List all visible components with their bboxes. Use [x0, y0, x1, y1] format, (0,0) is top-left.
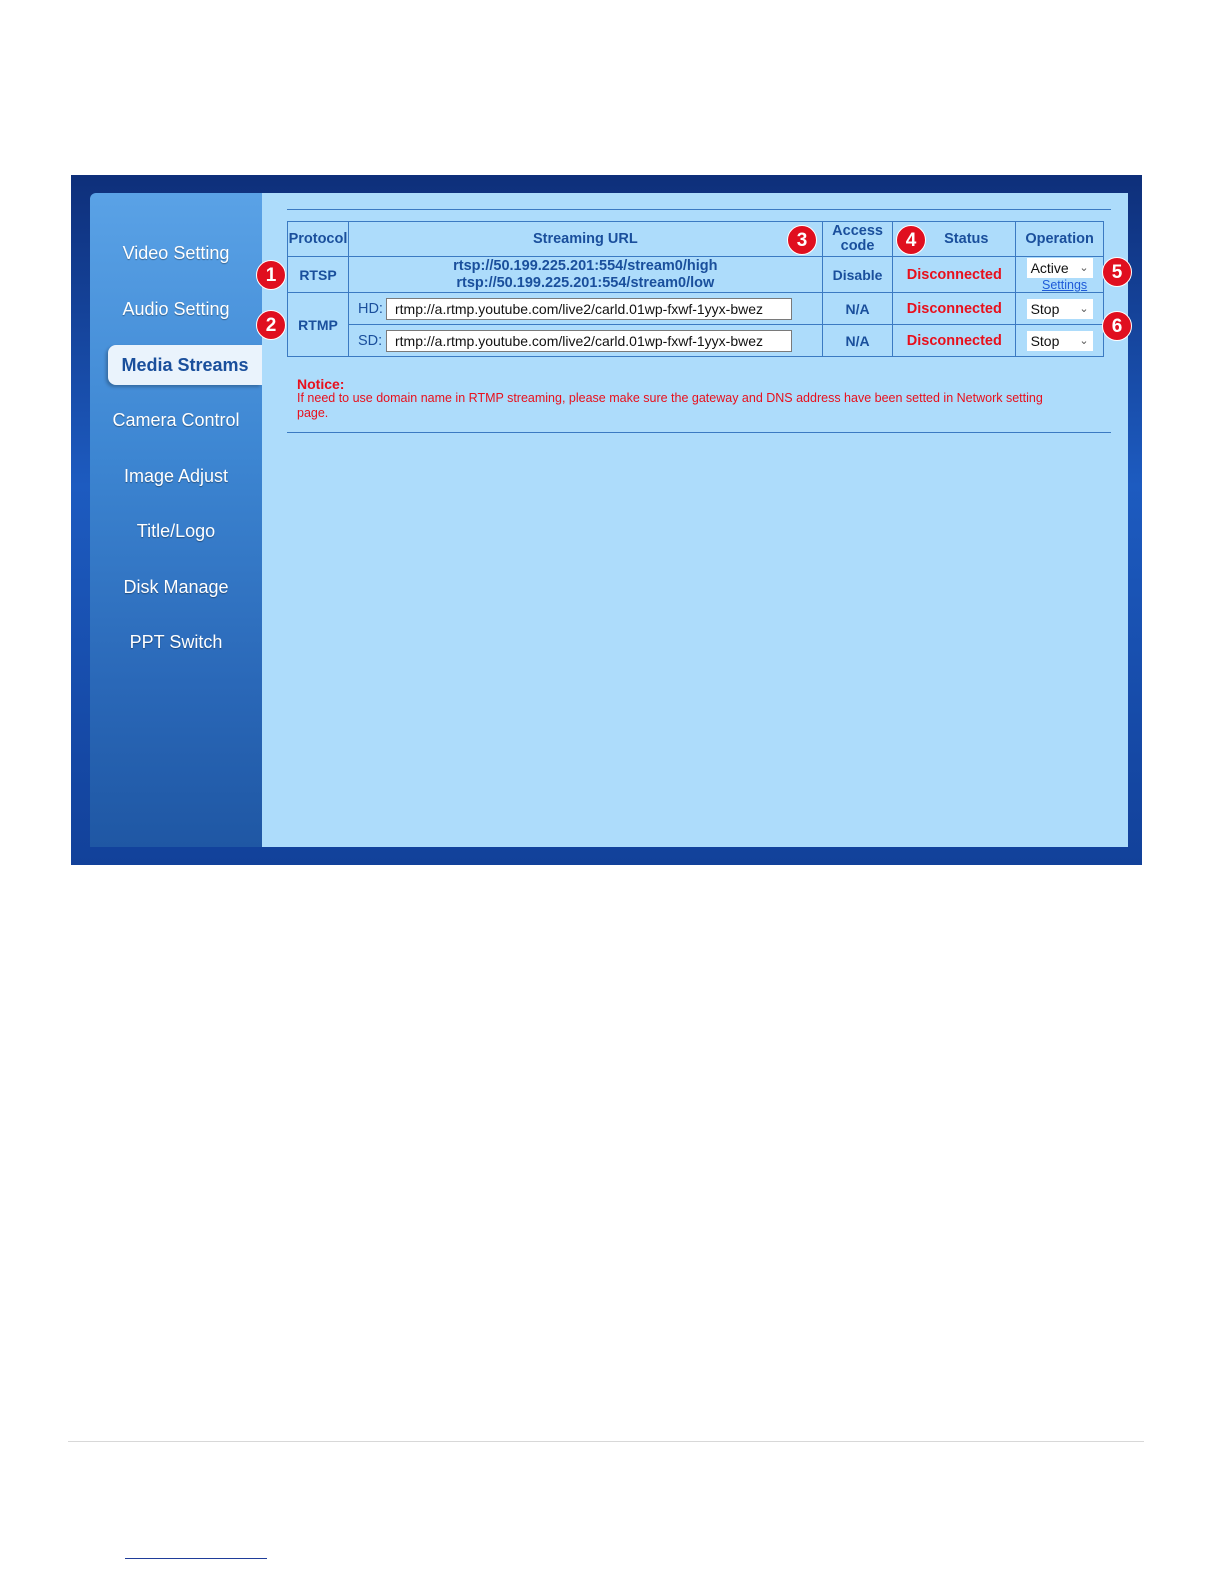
header-protocol: Protocol — [288, 222, 349, 257]
rtsp-urls — [348, 257, 822, 293]
rtmp-sd-label: SD: — [357, 332, 383, 349]
rtsp-operation-value: Active — [1030, 259, 1069, 276]
rtmp-hd-url-input[interactable] — [386, 298, 792, 320]
table-row-rtsp — [288, 257, 1104, 293]
rtsp-status: Disconnected — [893, 257, 1016, 293]
callout-badge-3: 3 — [787, 225, 817, 255]
rtmp-hd-access-code: N/A — [822, 293, 893, 325]
header-status: Status — [893, 222, 1016, 257]
rtsp-settings-link[interactable]: Settings — [1042, 277, 1088, 292]
rtmp-sd-access-code: N/A — [822, 325, 893, 357]
rtmp-sd-operation-select[interactable] — [1027, 331, 1093, 351]
rtmp-hd-status: Disconnected — [893, 293, 1016, 325]
chevron-down-icon: ⌄ — [1079, 262, 1089, 274]
rtmp-sd-status: Disconnected — [893, 325, 1016, 357]
protocol-rtsp: RTSP — [288, 257, 349, 293]
table-row-rtmp-hd — [288, 293, 1104, 325]
callout-badge-5: 5 — [1102, 257, 1132, 287]
rtmp-sd-operation-cell — [1016, 325, 1104, 357]
sidebar-item-video-setting[interactable]: Video Setting — [122, 243, 230, 263]
rtmp-hd-operation-value: Stop — [1030, 300, 1060, 317]
rtsp-operation-select[interactable] — [1027, 258, 1093, 278]
sidebar — [90, 193, 262, 847]
rtmp-sd-url-cell — [348, 325, 822, 357]
rtsp-url-low: rtsp://50.199.225.201:554/stream0/low — [456, 274, 715, 291]
sidebar-item-media-streams[interactable]: Media Streams — [108, 345, 262, 385]
rtsp-url-high: rtsp://50.199.225.201:554/stream0/high — [453, 257, 718, 274]
callout-badge-4: 4 — [896, 225, 926, 255]
sidebar-item-disk-manage[interactable]: Disk Manage — [123, 577, 229, 597]
rtmp-hd-operation-cell — [1016, 293, 1104, 325]
media-streams-panel — [262, 193, 1128, 847]
streams-table — [287, 221, 1104, 357]
callout-badge-1: 1 — [256, 260, 286, 290]
rtmp-hd-label: HD: — [357, 300, 383, 317]
callout-badge-2: 2 — [256, 310, 286, 340]
sidebar-item-image-adjust[interactable]: Image Adjust — [123, 466, 229, 486]
notice-title: Notice: — [297, 376, 345, 392]
sidebar-item-audio-setting[interactable]: Audio Setting — [122, 299, 230, 319]
rtsp-operation-cell — [1016, 257, 1104, 293]
sidebar-item-title-logo[interactable]: Title/Logo — [136, 521, 216, 541]
rtsp-access-code: Disable — [822, 257, 893, 293]
rtmp-hd-url-cell — [348, 293, 822, 325]
rtmp-sd-url-input[interactable] — [386, 330, 792, 352]
callout-badge-6: 6 — [1102, 311, 1132, 341]
chevron-down-icon: ⌄ — [1079, 303, 1089, 315]
header-operation: Operation — [1016, 222, 1104, 257]
table-header-row — [288, 222, 1104, 257]
header-access-code — [822, 222, 893, 257]
rtmp-sd-operation-value: Stop — [1030, 332, 1060, 349]
footer-underline — [125, 1558, 267, 1559]
sidebar-item-ppt-switch[interactable]: PPT Switch — [129, 632, 223, 652]
rtmp-hd-operation-select[interactable] — [1027, 299, 1093, 319]
chevron-down-icon: ⌄ — [1079, 335, 1089, 347]
header-streaming-url: Streaming URL — [348, 222, 822, 257]
bottom-divider — [287, 432, 1111, 433]
table-row-rtmp-sd — [288, 325, 1104, 357]
top-divider — [287, 209, 1111, 210]
sidebar-item-camera-control[interactable]: Camera Control — [112, 410, 240, 430]
app-window — [71, 175, 1142, 865]
header-access-line2: code — [840, 238, 875, 254]
notice-text: If need to use domain name in RTMP streaming, please make sure the gateway and DNS address have been setted in Network setting page. — [297, 391, 1043, 420]
protocol-rtmp: RTMP — [288, 293, 349, 357]
page-divider — [68, 1441, 1144, 1442]
header-access-line1: Access — [832, 223, 883, 239]
